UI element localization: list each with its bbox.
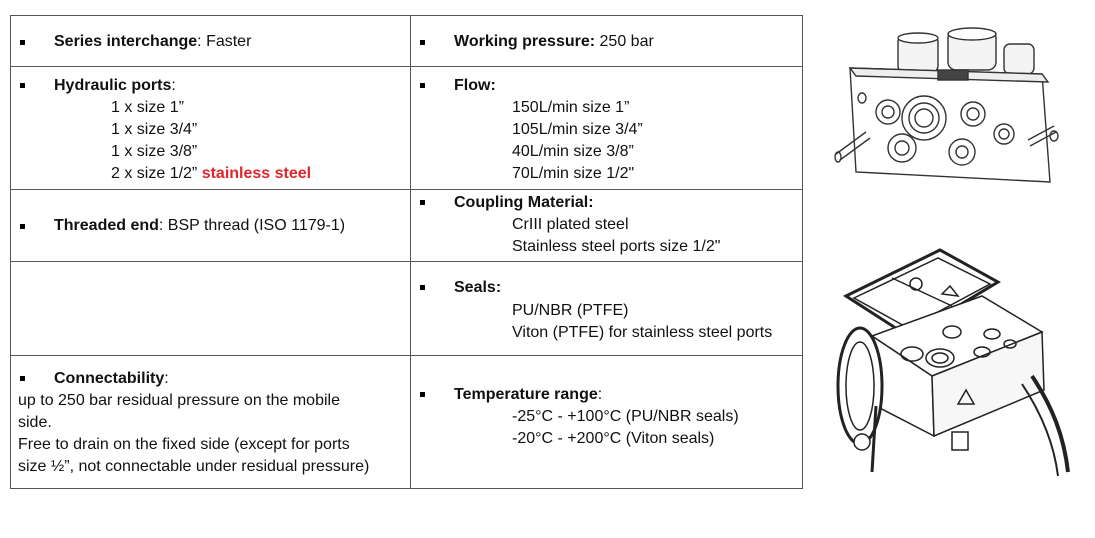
bullet-icon — [20, 40, 25, 45]
list-item: -25°C - +100°C (PU/NBR seals) — [512, 408, 739, 425]
spec-label: Connectability — [54, 370, 165, 387]
bullet-icon — [20, 83, 25, 88]
list-item: Viton (PTFE) for stainless steel ports — [512, 324, 773, 341]
table-row — [11, 356, 803, 489]
spec-label: Temperature range — [454, 386, 598, 403]
spec-value: : — [164, 370, 169, 387]
coupling-block-with-cover-illustration-icon — [832, 236, 1070, 480]
list-item: PU/NBR (PTFE) — [512, 302, 629, 319]
list-item — [54, 163, 410, 185]
table-row — [11, 67, 803, 190]
spec-cell — [11, 190, 411, 262]
spec-label: Threaded end — [54, 217, 159, 234]
list-item: 1 x size 1” — [111, 99, 184, 116]
list-item: 1 x size 3/4” — [111, 121, 198, 138]
highlight-text: stainless steel — [201, 165, 312, 182]
list-item: Stainless steel ports size 1/2" — [512, 238, 721, 255]
spec-value: : BSP thread (ISO 1179-1) — [158, 217, 346, 234]
spec-cell — [11, 16, 411, 67]
spec-label: Series interchange — [54, 33, 198, 50]
table-row — [11, 190, 803, 262]
spec-cell-empty — [11, 262, 411, 356]
spec-label: Flow: — [454, 77, 496, 94]
spec-value: : — [597, 386, 603, 403]
text-line: up to 250 bar residual pressure on the mobile — [18, 392, 340, 409]
bullet-icon — [20, 376, 25, 381]
spec-cell — [411, 16, 803, 67]
text-line: size ½”, not connectable under residual pressure) — [18, 458, 370, 475]
spec-label: Working pressure: — [454, 33, 596, 50]
text-line: Free to drain on the fixed side (except for ports — [18, 436, 350, 453]
spec-label: Seals: — [454, 279, 502, 296]
spec-value: : — [171, 77, 176, 94]
list-item: 150L/min size 1” — [512, 99, 630, 116]
bullet-icon — [420, 285, 425, 290]
bullet-icon — [420, 40, 425, 45]
bullet-icon — [420, 83, 425, 88]
text-line: side. — [18, 414, 52, 431]
list-item: CrIII plated steel — [512, 216, 629, 233]
bullet-icon — [20, 224, 25, 229]
bullet-icon — [420, 392, 425, 397]
spec-cell — [411, 190, 803, 262]
spec-cell — [411, 67, 803, 190]
list-item-text: 2 x size 1/2” — [111, 165, 202, 182]
table-row — [11, 16, 803, 67]
spec-cell — [11, 67, 411, 190]
bullet-icon — [420, 200, 425, 205]
spec-cell — [411, 356, 803, 489]
spec-table — [10, 15, 803, 489]
spec-value: : Faster — [197, 33, 252, 50]
spec-label: Coupling Material: — [454, 194, 594, 211]
list-item: 40L/min size 3/8” — [512, 143, 634, 160]
spec-value: 250 bar — [595, 33, 654, 50]
spec-cell — [11, 356, 411, 489]
coupling-plate-illustration-icon — [828, 22, 1068, 200]
spec-label: Hydraulic ports — [54, 77, 172, 94]
list-item: 105L/min size 3/4” — [512, 121, 643, 138]
spec-cell — [411, 262, 803, 356]
list-item: 1 x size 3/8” — [111, 143, 198, 160]
list-item: -20°C - +200°C (Viton seals) — [512, 430, 715, 447]
list-item: 70L/min size 1/2" — [512, 165, 635, 182]
table-row — [11, 262, 803, 356]
